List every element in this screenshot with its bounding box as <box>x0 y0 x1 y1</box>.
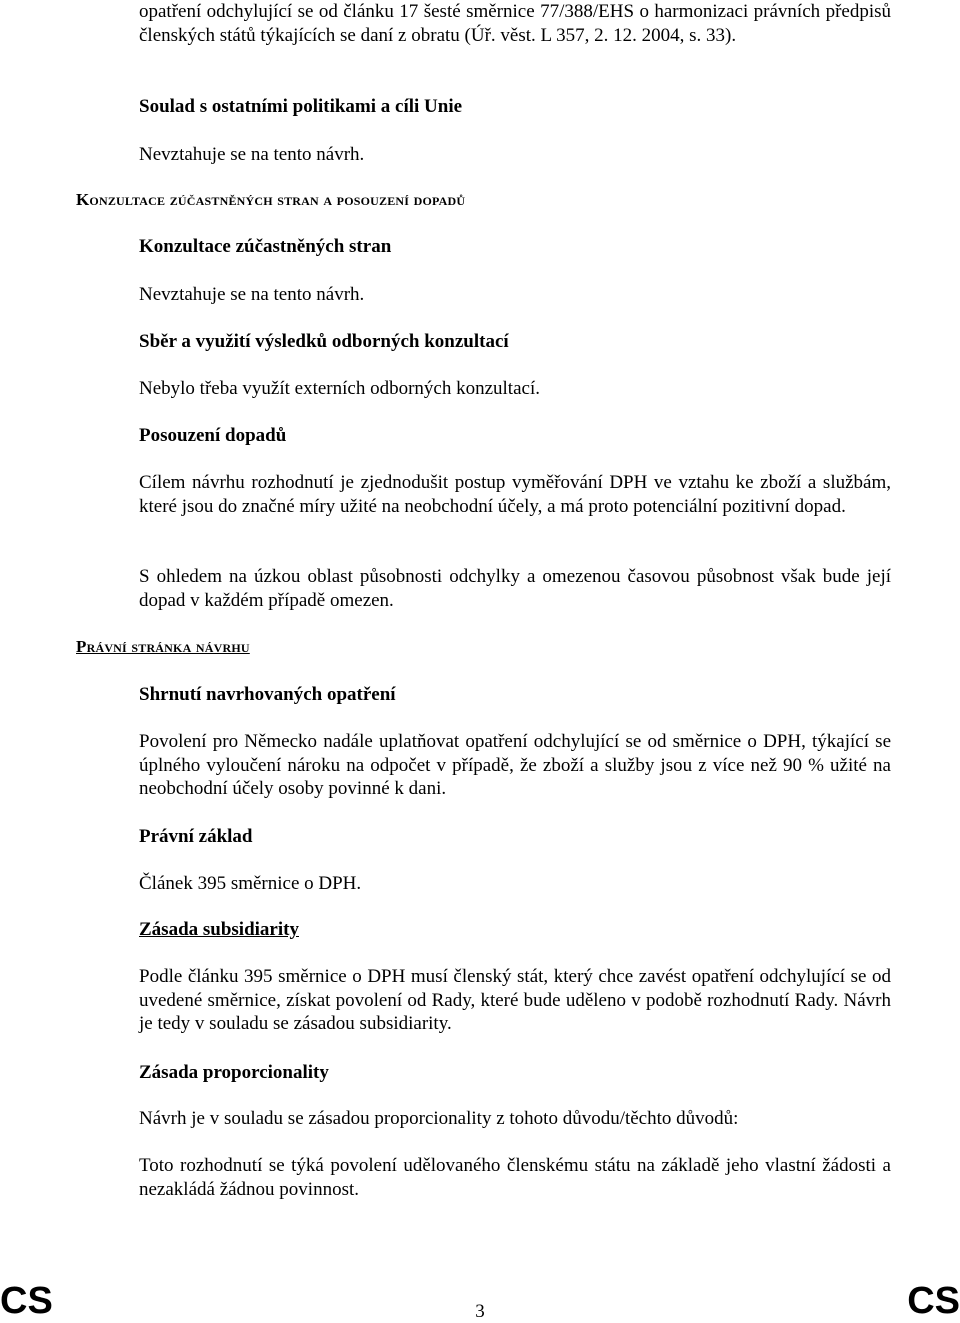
footer-language-right: CS <box>907 1280 960 1322</box>
posouzeni-heading: Posouzení dopadů <box>139 425 287 446</box>
shrnuti-paragraph: Povolení pro Německo nadále uplatňovat opatření odchylující se od směrnice o DPH, týkající se úplného vyloučení nároku na odpočet v případě, že zboží a služby jsou z více než 90 % užité na neobchodní účely osoby povinné k dani. <box>139 731 891 799</box>
footer-language-left: CS <box>0 1280 53 1322</box>
posouzeni-paragraph-1: Cílem návrhu rozhodnutí je zjednodušit postup vyměřování DPH ve vztahu ke zboží a službám, které jsou do značné míry užité na neobchodní účely, a má proto potenciální pozitivní dopad. <box>139 472 891 517</box>
subsidiarita-heading: Zásada subsidiarity <box>139 919 299 940</box>
konzultace-subheading: Konzultace zúčastněných stran <box>139 236 392 257</box>
proporcionalita-paragraph-2: Toto rozhodnutí se týká povolení udělovaného členskému státu na základě jeho vlastní žádosti a nezakládá žádnou povinnost. <box>139 1155 891 1200</box>
pravni-section-heading: Právní stránka návrhu <box>76 637 250 656</box>
proporcionalita-heading: Zásada proporcionality <box>139 1062 329 1083</box>
proporcionalita-paragraph-1: Návrh je v souladu se zásadou proporcionality z tohoto důvodu/těchto důvodů: <box>139 1108 739 1129</box>
sber-text: Nebylo třeba využít externích odborných konzultací. <box>139 378 540 399</box>
posouzeni-paragraph-2: S ohledem na úzkou oblast působnosti odchylky a omezenou časovou působnost však bude její dopad v každém případě omezen. <box>139 566 891 611</box>
page-number: 3 <box>475 1301 485 1322</box>
sber-heading: Sběr a využití výsledků odborných konzultací <box>139 331 509 352</box>
subsidiarita-paragraph: Podle článku 395 směrnice o DPH musí členský stát, který chce zavést opatření odchylující se od uvedené směrnice, získat povolení od Rady, které bude uděleno v podobě rozhodnutí Rady. Návrh je tedy v souladu se zásadou subsidiarity. <box>139 966 891 1034</box>
zaklad-heading: Právní základ <box>139 826 253 847</box>
zaklad-text: Článek 395 směrnice o DPH. <box>139 873 362 894</box>
soulad-text: Nevztahuje se na tento návrh. <box>139 144 365 165</box>
intro-paragraph: opatření odchylující se od článku 17 šesté směrnice 77/388/EHS o harmonizaci právních předpisů členských států týkajících se daní z obratu (Úř. věst. L 357, 2. 12. 2004, s. 33). <box>139 1 891 46</box>
konzultace-text: Nevztahuje se na tento návrh. <box>139 284 365 305</box>
konzultace-section-heading: Konzultace zúčastněných stran a posouzení dopadů <box>76 190 466 209</box>
soulad-heading: Soulad s ostatními politikami a cíli Unie <box>139 96 463 117</box>
shrnuti-heading: Shrnutí navrhovaných opatření <box>139 684 396 705</box>
